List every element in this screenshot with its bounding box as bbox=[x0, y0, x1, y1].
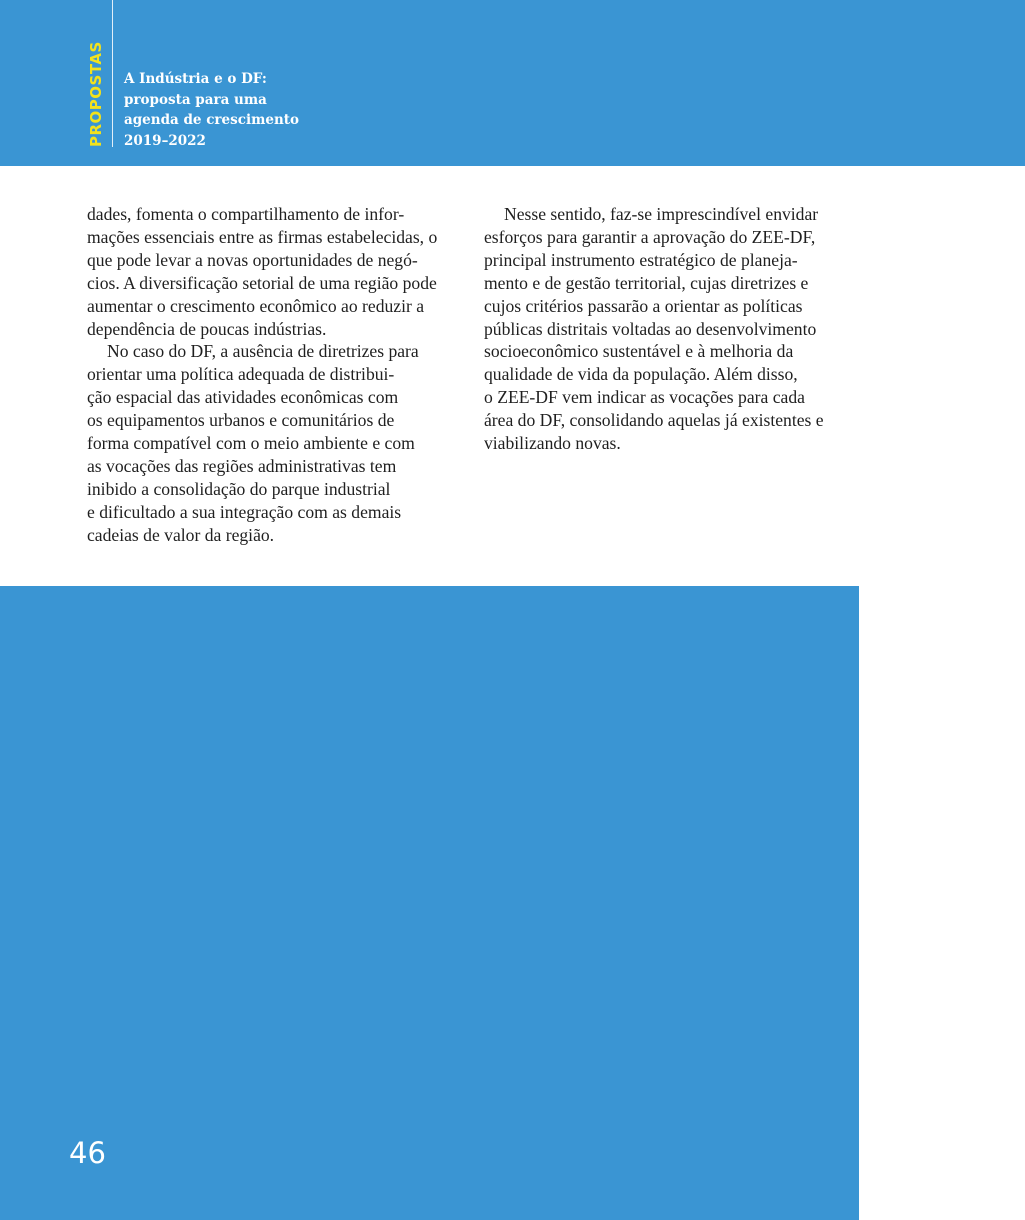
text-line: que pode levar a novas oportunidades de negó- bbox=[87, 249, 418, 270]
text-line: viabilizando novas. bbox=[484, 433, 621, 454]
text-line: aumentar o crescimento econômico ao reduzir a bbox=[87, 295, 425, 316]
page-number: 46 bbox=[69, 1136, 106, 1170]
text-line: esforços para garantir a aprovação do ZEE-DF, bbox=[484, 226, 816, 247]
text-line: No caso do DF, a ausência de diretrizes para bbox=[107, 341, 419, 362]
section-label: PROPOSTAS bbox=[87, 41, 105, 147]
text-line: principal instrumento estratégico de planeja- bbox=[484, 249, 798, 270]
left-text-column bbox=[87, 203, 467, 547]
decorative-blue-block bbox=[0, 586, 859, 1220]
title-line: agenda de crescimento bbox=[124, 112, 300, 128]
text-line: orientar uma política adequada de distribui- bbox=[87, 364, 395, 385]
text-line: forma compatível com o meio ambiente e com bbox=[87, 433, 415, 454]
title-line: proposta para uma bbox=[124, 91, 267, 108]
text-line: dades, fomenta o compartilhamento de infor- bbox=[87, 204, 405, 224]
paragraph bbox=[87, 203, 467, 340]
text-line: Nesse sentido, faz-se imprescindível envidar bbox=[504, 204, 819, 224]
text-line: inibido a consolidação do parque industrial bbox=[87, 478, 391, 499]
text-line: o ZEE-DF vem indicar as vocações para cada bbox=[484, 387, 805, 408]
text-line: socioeconômico sustentável e à melhoria da bbox=[484, 341, 794, 362]
text-line: e dificultado a sua integração com as demais bbox=[87, 501, 402, 522]
header-divider bbox=[112, 0, 113, 147]
text-line: os equipamentos urbanos e comunitários de bbox=[87, 410, 395, 431]
text-line: mações essenciais entre as firmas estabelecidas, o bbox=[87, 226, 438, 247]
text-line: ção espacial das atividades econômicas com bbox=[87, 387, 399, 408]
publication-title bbox=[124, 69, 299, 151]
text-line: área do DF, consolidando aquelas já existentes e bbox=[484, 410, 824, 431]
text-line: as vocações das regiões administrativas tem bbox=[87, 455, 397, 476]
text-line: dependência de poucas indústrias. bbox=[87, 318, 327, 339]
text-line: qualidade de vida da população. Além disso, bbox=[484, 364, 798, 385]
title-line: A Indústria e o DF: bbox=[124, 71, 267, 87]
title-line: 2019–2022 bbox=[124, 132, 206, 149]
text-line: cadeias de valor da região. bbox=[87, 524, 275, 545]
text-line: cios. A diversificação setorial de uma região pode bbox=[87, 272, 437, 293]
text-line: cujos critérios passarão a orientar as políticas bbox=[484, 295, 803, 316]
paragraph bbox=[484, 203, 856, 455]
paragraph bbox=[87, 340, 467, 546]
text-line: públicas distritais voltadas ao desenvolvimento bbox=[484, 318, 817, 339]
right-text-column bbox=[484, 203, 856, 455]
text-line: mento e de gestão territorial, cujas diretrizes e bbox=[484, 272, 809, 293]
